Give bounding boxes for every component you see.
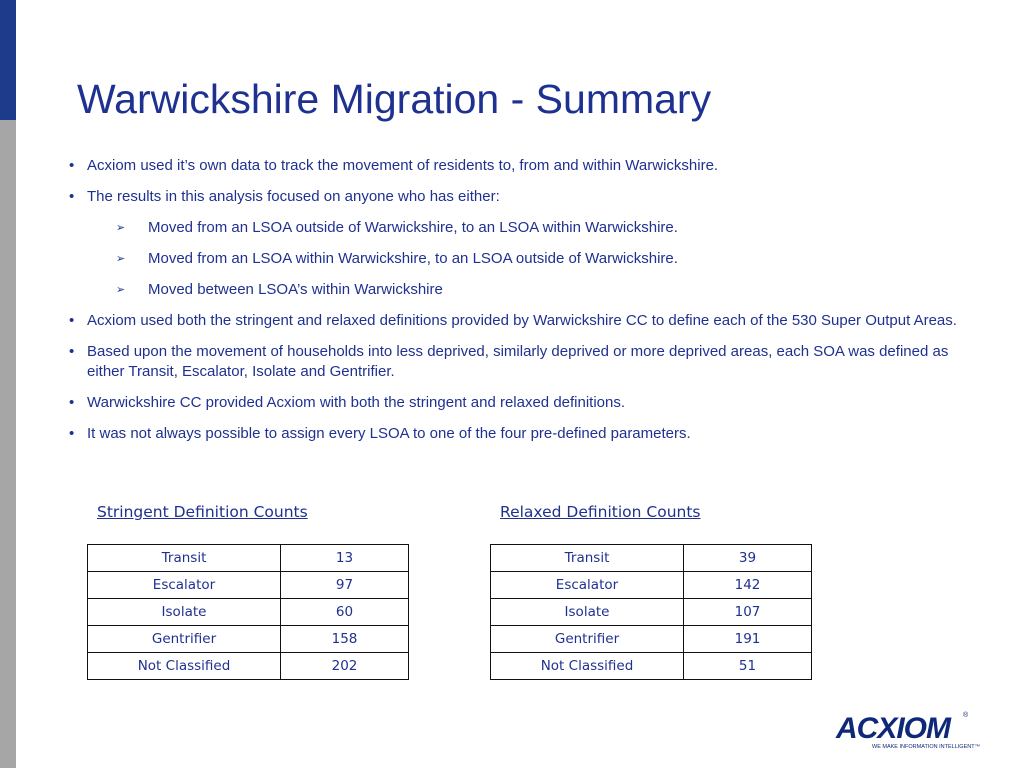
bullet-item: • The results in this analysis focused on anyone who has either:: [69, 188, 500, 205]
stringent-counts-table: [87, 544, 409, 680]
row-value: 13: [281, 545, 409, 572]
table-row: [88, 626, 409, 653]
bullet-icon: •: [69, 188, 75, 205]
row-label: Not Classified: [491, 653, 684, 680]
row-label: Gentrifier: [88, 626, 281, 653]
row-value: 51: [684, 653, 812, 680]
table-row: [491, 653, 812, 680]
side-bar-accent: [0, 0, 16, 120]
table-row: [491, 626, 812, 653]
bullet-list: [67, 156, 967, 455]
row-label: Transit: [88, 545, 281, 572]
sub-bullet-item: ➢ Moved between LSOA’s within Warwickshire: [116, 281, 443, 298]
row-value: 60: [281, 599, 409, 626]
table-row: [491, 572, 812, 599]
bullet-item: • Acxiom used both the stringent and relaxed definitions provided by Warwickshire CC to define each of the 530 Super Output Areas.: [69, 312, 957, 329]
row-label: Gentrifier: [491, 626, 684, 653]
arrow-bullet-icon: ➢: [116, 222, 126, 234]
bullet-icon: •: [69, 425, 75, 442]
row-value: 97: [281, 572, 409, 599]
table-row: [88, 653, 409, 680]
side-bar-gray: [0, 120, 16, 768]
sub-bullet-item: ➢ Moved from an LSOA within Warwickshire, to an LSOA outside of Warwickshire.: [116, 250, 678, 267]
table-row: [491, 545, 812, 572]
row-value: 202: [281, 653, 409, 680]
arrow-bullet-icon: ➢: [116, 284, 126, 296]
acxiom-logo: [836, 712, 1014, 754]
registered-mark: ®: [963, 712, 969, 719]
logo-tagline: WE MAKE INFORMATION INTELLIGENT™: [872, 744, 981, 750]
row-label: Transit: [491, 545, 684, 572]
bullet-icon: •: [69, 312, 75, 329]
bullet-icon: •: [69, 157, 75, 174]
row-label: Not Classified: [88, 653, 281, 680]
table-row: [491, 599, 812, 626]
relaxed-counts-table: [490, 544, 812, 680]
row-value: 158: [281, 626, 409, 653]
slide-title: Warwickshire Migration - Summary: [77, 76, 712, 122]
row-label: Escalator: [491, 572, 684, 599]
table-row: [88, 572, 409, 599]
relaxed-table-title: Relaxed Definition Counts: [500, 503, 701, 521]
row-label: Escalator: [88, 572, 281, 599]
bullet-item: • Based upon the movement of households into less deprived, similarly deprived or more deprived areas, each SOA was defined as either Transit, Escalator, Isolate and Gentrifier.: [69, 343, 949, 380]
logo-wordmark: ACXIOM: [836, 712, 950, 745]
table-row: [88, 545, 409, 572]
sub-bullet-item: ➢ Moved from an LSOA outside of Warwickshire, to an LSOA within Warwickshire.: [116, 219, 678, 236]
arrow-bullet-icon: ➢: [116, 253, 126, 265]
row-value: 142: [684, 572, 812, 599]
row-value: 191: [684, 626, 812, 653]
row-value: 39: [684, 545, 812, 572]
row-label: Isolate: [88, 599, 281, 626]
bullet-icon: •: [69, 343, 75, 360]
stringent-table-title: Stringent Definition Counts: [97, 503, 308, 521]
table-row: [88, 599, 409, 626]
row-value: 107: [684, 599, 812, 626]
bullet-item: • Warwickshire CC provided Acxiom with both the stringent and relaxed definitions.: [69, 394, 626, 411]
row-label: Isolate: [491, 599, 684, 626]
bullet-item: • Acxiom used it’s own data to track the movement of residents to, from and within Warwickshire.: [69, 157, 719, 174]
bullet-icon: •: [69, 394, 75, 411]
bullet-item: • It was not always possible to assign every LSOA to one of the four pre-defined parameters.: [69, 425, 691, 442]
